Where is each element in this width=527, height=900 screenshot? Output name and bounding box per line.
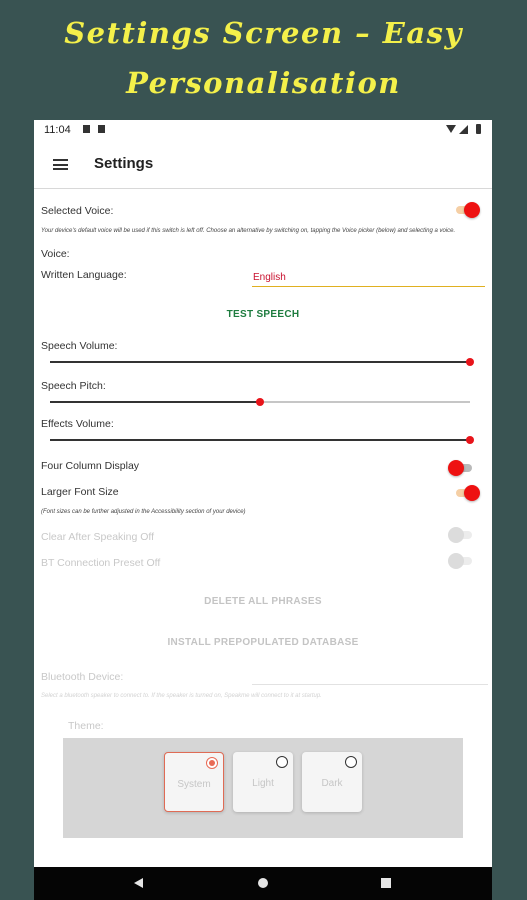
home-icon[interactable] bbox=[258, 878, 268, 888]
effects-volume-label: Effects Volume: bbox=[41, 418, 114, 430]
theme-option-label: Dark bbox=[321, 778, 343, 789]
promo-title-line2: Personalisation bbox=[126, 66, 401, 100]
status-time: 11:04 bbox=[44, 124, 71, 136]
app-bar bbox=[34, 140, 492, 189]
bt-connection-preset-label: BT Connection Preset Off bbox=[41, 557, 161, 569]
speech-pitch-label: Speech Pitch: bbox=[41, 380, 106, 392]
battery-icon bbox=[476, 124, 481, 134]
status-bar bbox=[34, 120, 492, 140]
radio-unselected-icon bbox=[276, 756, 288, 768]
theme-option-dark[interactable] bbox=[302, 752, 362, 812]
speech-volume-label: Speech Volume: bbox=[41, 340, 118, 352]
effects-volume-thumb[interactable] bbox=[466, 436, 474, 444]
selected-voice-note: Your device's default voice will be used if this switch is left off. Choose an alternative by switching on, tapping the Voice picker (below) and selecting a voice. bbox=[41, 228, 456, 234]
effects-volume-slider[interactable] bbox=[50, 434, 470, 446]
bt-connection-preset-toggle[interactable] bbox=[448, 553, 474, 569]
navigation-bar bbox=[34, 867, 492, 900]
speech-pitch-slider[interactable] bbox=[50, 396, 470, 408]
bluetooth-device-label: Bluetooth Device: bbox=[41, 671, 124, 683]
clear-after-speaking-label: Clear After Speaking Off bbox=[41, 531, 155, 543]
delete-all-phrases-button[interactable]: DELETE ALL PHRASES bbox=[204, 596, 322, 607]
theme-option-system[interactable] bbox=[164, 752, 224, 812]
radio-unselected-icon bbox=[345, 756, 357, 768]
theme-option-label: Light bbox=[252, 778, 274, 789]
speech-volume-thumb[interactable] bbox=[466, 358, 474, 366]
voice-label: Voice: bbox=[41, 248, 70, 260]
theme-option-label: System bbox=[177, 779, 211, 790]
four-column-display-label: Four Column Display bbox=[41, 460, 140, 472]
theme-panel bbox=[63, 738, 463, 838]
speech-volume-slider[interactable] bbox=[50, 356, 470, 368]
larger-font-size-toggle[interactable] bbox=[454, 485, 480, 501]
hamburger-menu-icon[interactable] bbox=[53, 159, 68, 170]
bluetooth-device-note: Select a bluetooth speaker to connect to. If the speaker is turned on, Speakme will connect to it at startup. bbox=[41, 693, 322, 699]
page-title: Settings bbox=[94, 155, 154, 172]
promo-title-line1: Settings Screen – Easy bbox=[64, 16, 463, 50]
signal-icon bbox=[459, 125, 468, 134]
theme-label: Theme: bbox=[68, 720, 104, 732]
written-language-label: Written Language: bbox=[41, 269, 127, 281]
radio-selected-icon bbox=[206, 757, 218, 769]
notification-icon bbox=[83, 125, 90, 133]
four-column-display-toggle[interactable] bbox=[448, 460, 474, 476]
larger-font-size-note: (Font sizes can be further adjusted in the Accessibility section of your device) bbox=[41, 509, 246, 515]
back-icon[interactable] bbox=[134, 878, 143, 888]
device-screen bbox=[34, 120, 492, 900]
test-speech-button[interactable]: TEST SPEECH bbox=[226, 309, 300, 320]
written-language-input[interactable] bbox=[252, 268, 485, 287]
selected-voice-toggle[interactable] bbox=[454, 202, 480, 218]
theme-option-light[interactable] bbox=[233, 752, 293, 812]
selected-voice-label: Selected Voice: bbox=[41, 205, 114, 217]
clear-after-speaking-toggle[interactable] bbox=[448, 527, 474, 543]
larger-font-size-label: Larger Font Size bbox=[41, 486, 119, 498]
install-database-button[interactable]: INSTALL PREPOPULATED DATABASE bbox=[167, 637, 359, 648]
recents-icon[interactable] bbox=[381, 878, 391, 888]
wifi-icon bbox=[446, 125, 456, 133]
sim-icon bbox=[98, 125, 105, 133]
bluetooth-device-picker[interactable] bbox=[252, 666, 488, 685]
speech-pitch-thumb[interactable] bbox=[256, 398, 264, 406]
